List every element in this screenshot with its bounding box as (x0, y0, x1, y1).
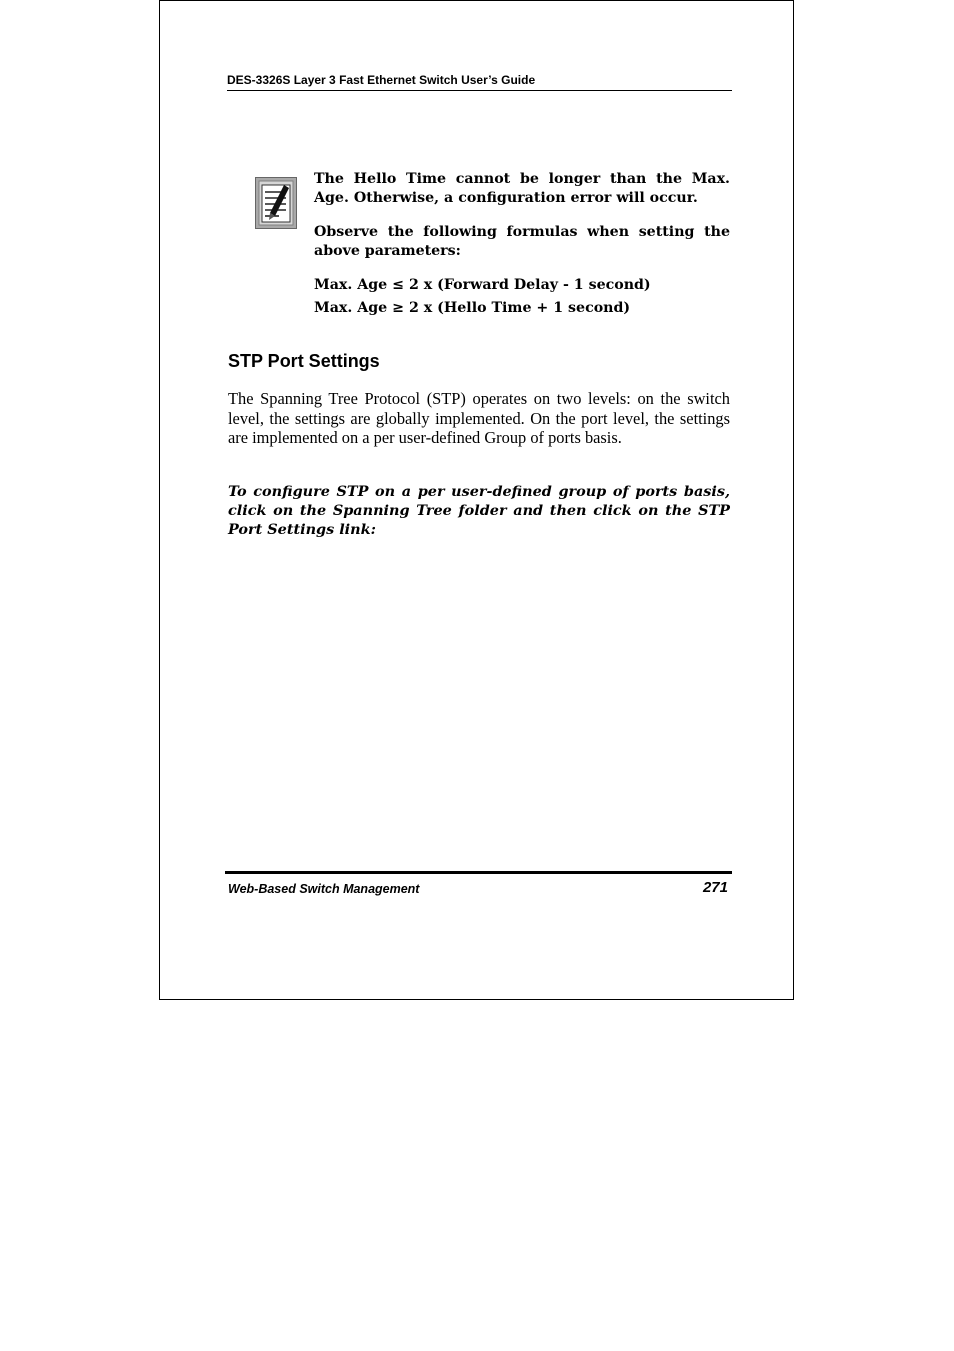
formula-max-age-forward-delay: Max. Age ≤ 2 x (Forward Delay - 1 second) (314, 277, 651, 293)
footer-title: Web-Based Switch Management (228, 882, 420, 896)
note-paragraph-1: The Hello Time cannot be longer than the Max. Age. Otherwise, a configuration error will occur. (314, 171, 730, 206)
note-paragraph-2: Observe the following formulas when setting the above parameters: (314, 224, 730, 259)
page-number: 271 (702, 879, 728, 896)
footer-rule (225, 871, 732, 874)
body-paragraph: The Spanning Tree Protocol (STP) operates on two levels: on the switch level, the settings are globally implemented. On the port level, the settings are implemented on a per user-defined Group of ports basis. (228, 389, 730, 447)
section-heading: STP Port Settings (228, 351, 380, 371)
formula-max-age-hello-time: Max. Age ≥ 2 x (Hello Time + 1 second) (314, 300, 631, 316)
note-pencil-icon (255, 177, 297, 229)
note-block (314, 170, 730, 318)
running-header: DES-3326S Layer 3 Fast Ethernet Switch User’s Guide (227, 73, 732, 91)
instruction-paragraph: To configure STP on a per user-defined group of ports basis, click on the Spanning Tree folder and then click on the STP Port Settings link: (228, 483, 730, 539)
